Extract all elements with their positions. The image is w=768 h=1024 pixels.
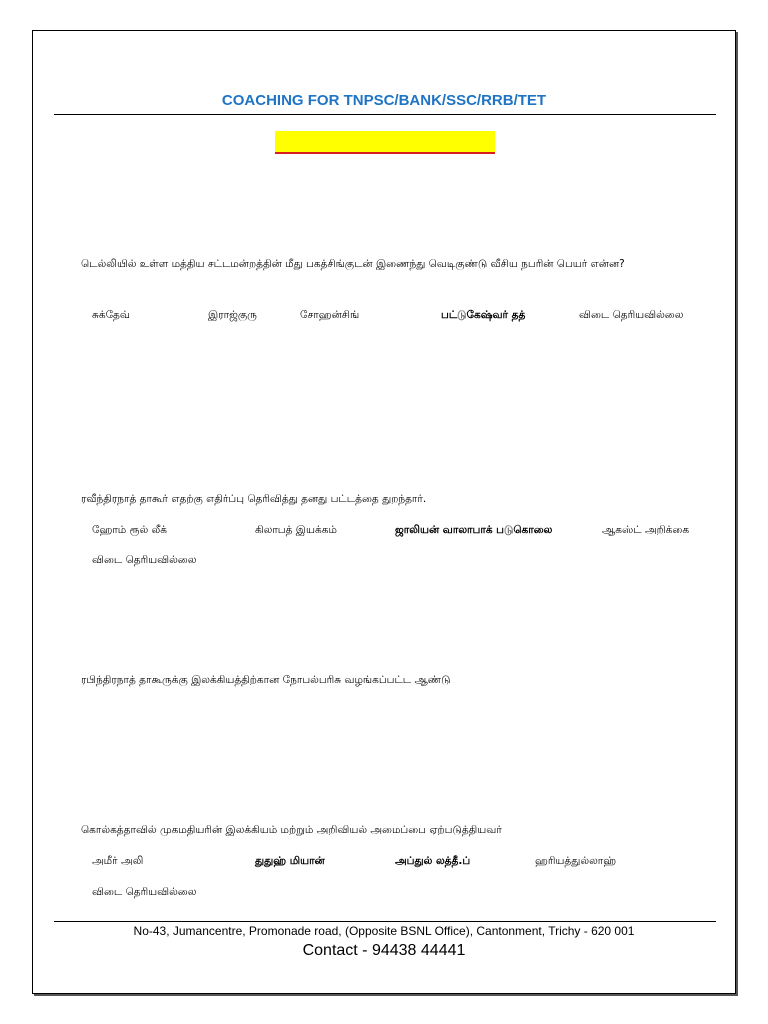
- question-2-option-4: ஆகஸ்ட் அறிக்கை: [602, 524, 690, 536]
- footer-rule: [54, 921, 716, 922]
- question-1-option-2: இராஜ்குரு: [208, 309, 257, 321]
- highlight-underline: [275, 152, 495, 154]
- question-2-option-2: கிலாபத் இயக்கம்: [255, 524, 337, 536]
- question-1-option-5: விடை தெரியவில்லை: [579, 309, 684, 321]
- question-2-option-1: ஹோம் ரூல் லீக்: [92, 524, 167, 536]
- question-4-text: கொல்கத்தாவில் முகமதியரின் இலக்கியம் மற்றும் அறிவியல் அமைப்பை ஏற்படுத்தியவர்: [81, 824, 502, 836]
- question-1-option-3: சோஹன்சிங்: [300, 309, 360, 321]
- question-2-option-5: விடை தெரியவில்லை: [92, 554, 197, 566]
- page-title: COACHING FOR TNPSC/BANK/SSC/RRB/TET: [221, 92, 547, 109]
- question-4-option-1: அமீர் அலி: [92, 855, 144, 867]
- header-rule: [54, 114, 716, 115]
- question-4-option-5: விடை தெரியவில்லை: [92, 886, 197, 898]
- footer-address: No-43, Jumancentre, Promonade road, (Opposite BSNL Office), Cantonment, Trichy - 620 001: [133, 924, 635, 938]
- question-1-option-1: சுக்தேவ்: [92, 309, 130, 321]
- page-border: [32, 30, 736, 994]
- question-4-option-2: துதுஹ் மியான்: [255, 855, 325, 867]
- question-2-option-3: ஜாலியன் வாலாபாக் படுகொலை: [395, 524, 553, 536]
- question-1-option-4: பட்டுகேஷ்வர் தத்: [441, 309, 526, 321]
- question-2-text: ரவீந்திரநாத் தாகூர் எதற்கு எதிர்ப்பு தெரிவித்து தனது பட்டத்தை துறந்தார்.: [81, 493, 427, 505]
- footer-contact: Contact - 94438 44441: [302, 942, 466, 959]
- question-1-text: டெல்லியில் உள்ள மத்திய சட்டமன்றத்தின் மீது பகத்சிங்குடன் இணைந்து வெடிகுண்டு வீசிய நபரின் பெயர் என்ன?: [81, 258, 625, 270]
- question-4-option-4: ஹரியத்துல்லாஹ்: [535, 855, 617, 867]
- question-3-text: ரபிந்திரநாத் தாகூருக்கு இலக்கியத்திற்கான நோபல்பரிசு வழங்கப்பட்ட ஆண்டு: [81, 674, 451, 686]
- highlight-block: [275, 131, 495, 153]
- question-4-option-3: அப்துல் லத்தீ.ப்: [395, 855, 471, 867]
